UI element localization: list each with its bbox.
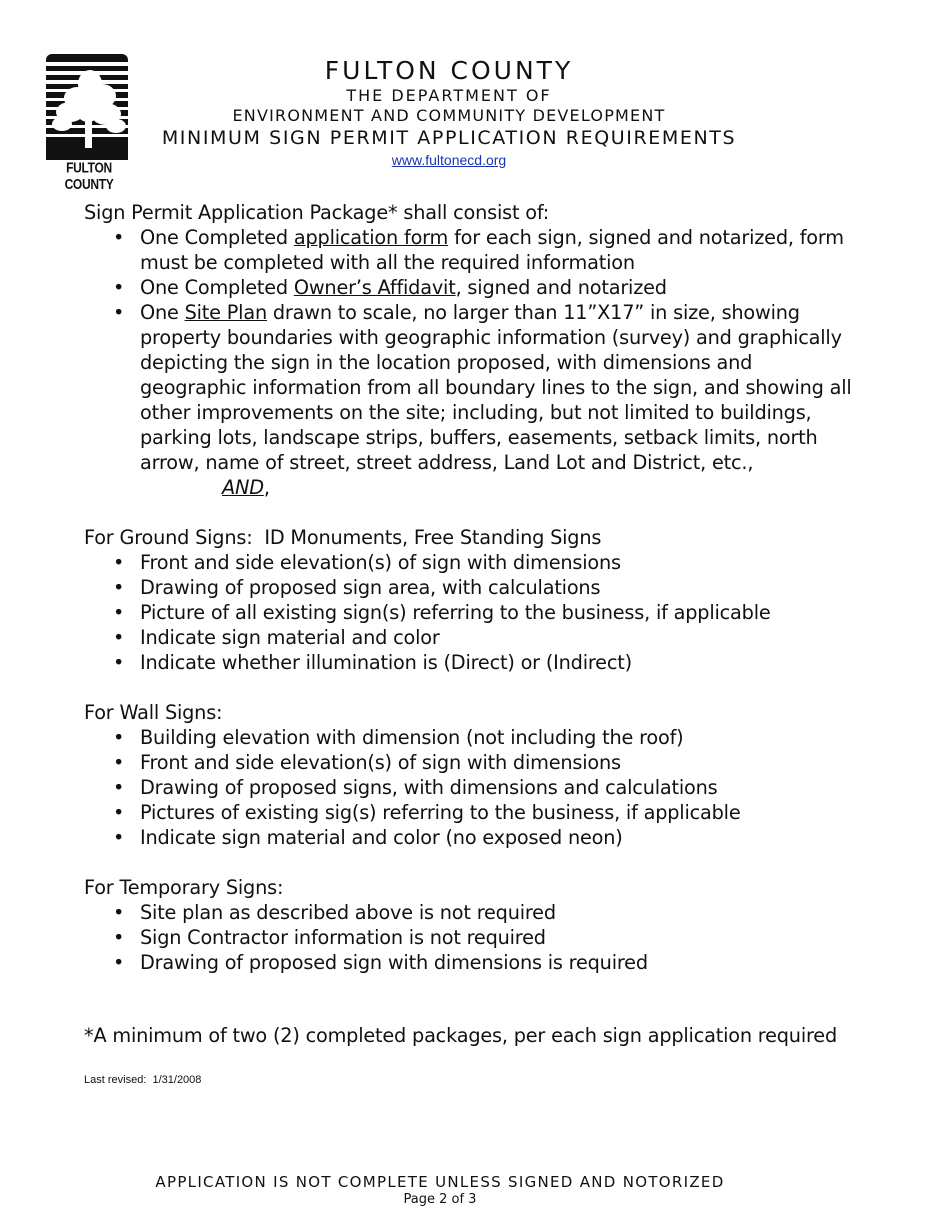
website-link[interactable]: www.fultonecd.org: [391, 152, 507, 168]
item-text: One Completed: [140, 226, 294, 249]
package-heading: Sign Permit Application Package* shall consist of:: [84, 201, 550, 224]
site-plan-link[interactable]: Site Plan: [184, 301, 267, 324]
logo-text: FULTON COUNTY: [64, 159, 114, 193]
list-item: • Front and side elevation(s) of sign with dimensions: [140, 550, 864, 575]
fulton-county-logo: [44, 54, 130, 193]
item-text: One Completed: [140, 276, 294, 299]
temporary-signs-heading: For Temporary Signs:: [84, 876, 284, 899]
document-header: [160, 56, 738, 169]
item-text: for each sign, signed and notarized, form must be completed with all the required information: [140, 226, 844, 274]
list-item: • Drawing of proposed sign area, with calculations: [140, 575, 864, 600]
and-suffix: ,: [263, 476, 270, 499]
list-item: • Site plan as described above is not required: [140, 900, 864, 925]
wall-signs-heading: For Wall Signs:: [84, 701, 223, 724]
page-title: MINIMUM SIGN PERMIT APPLICATION REQUIREMENTS: [161, 127, 737, 149]
wall-signs-list: [84, 725, 864, 850]
list-item: • Indicate whether illumination is (Direct) or (Indirect): [140, 650, 864, 675]
ground-signs-list: [84, 550, 864, 675]
wall-signs-section: [84, 700, 864, 850]
list-item: [140, 225, 864, 275]
package-list: [84, 225, 864, 500]
ground-signs-heading: For Ground Signs: ID Monuments, Free Standing Signs: [84, 526, 602, 549]
page-number: Page 2 of 3: [403, 1192, 477, 1207]
ground-signs-section: [84, 525, 864, 675]
list-item: • Drawing of proposed sign with dimensions is required: [140, 950, 864, 975]
main-content: [84, 200, 864, 1000]
package-section: [84, 200, 864, 500]
item-text: , signed and notarized: [455, 276, 667, 299]
owners-affidavit-link[interactable]: Owner’s Affidavit: [293, 276, 456, 299]
temporary-signs-list: [84, 900, 864, 975]
item-text: One: [140, 301, 185, 324]
list-item: • Indicate sign material and color (no exposed neon): [140, 825, 864, 850]
temporary-signs-section: [84, 875, 864, 975]
list-item: • Picture of all existing sign(s) referring to the business, if applicable: [140, 600, 864, 625]
and-word: AND: [222, 476, 264, 499]
footnote: *A minimum of two (2) completed packages, per each sign application required: [84, 1024, 837, 1047]
last-revised: Last revised: 1/31/2008: [84, 1074, 202, 1086]
list-item: [140, 300, 864, 500]
county-name: FULTON COUNTY: [324, 56, 574, 85]
list-item: • Indicate sign material and color: [140, 625, 864, 650]
item-text: drawn to scale, no larger than 11”X17” in size, showing property boundaries with geographic information (survey) and graphically depicting the sign in the location proposed, with dimensions and geographic information from all boundary lines to the sign, and showing all other improvements on the site; including, but not limited to buildings, parking lots, landscape strips, buffers, easements, setback limits, north arrow, name of street, street address, Land Lot and District, etc.,: [140, 301, 852, 474]
application-form-link[interactable]: application form: [293, 226, 449, 249]
list-item: • Building elevation with dimension (not including the roof): [140, 725, 864, 750]
list-item: • Front and side elevation(s) of sign with dimensions: [140, 750, 864, 775]
department-line: THE DEPARTMENT OF: [346, 86, 552, 105]
page-footer: [0, 1172, 880, 1207]
and-line: [140, 475, 864, 500]
list-item: [140, 275, 864, 300]
list-item: • Pictures of existing sig(s) referring to the business, if applicable: [140, 800, 864, 825]
list-item: • Drawing of proposed signs, with dimensions and calculations: [140, 775, 864, 800]
list-item: • Sign Contractor information is not required: [140, 925, 864, 950]
division-line: ENVIRONMENT AND COMMUNITY DEVELOPMENT: [232, 106, 666, 125]
footer-notice: APPLICATION IS NOT COMPLETE UNLESS SIGNED AND NOTORIZED: [155, 1173, 725, 1191]
